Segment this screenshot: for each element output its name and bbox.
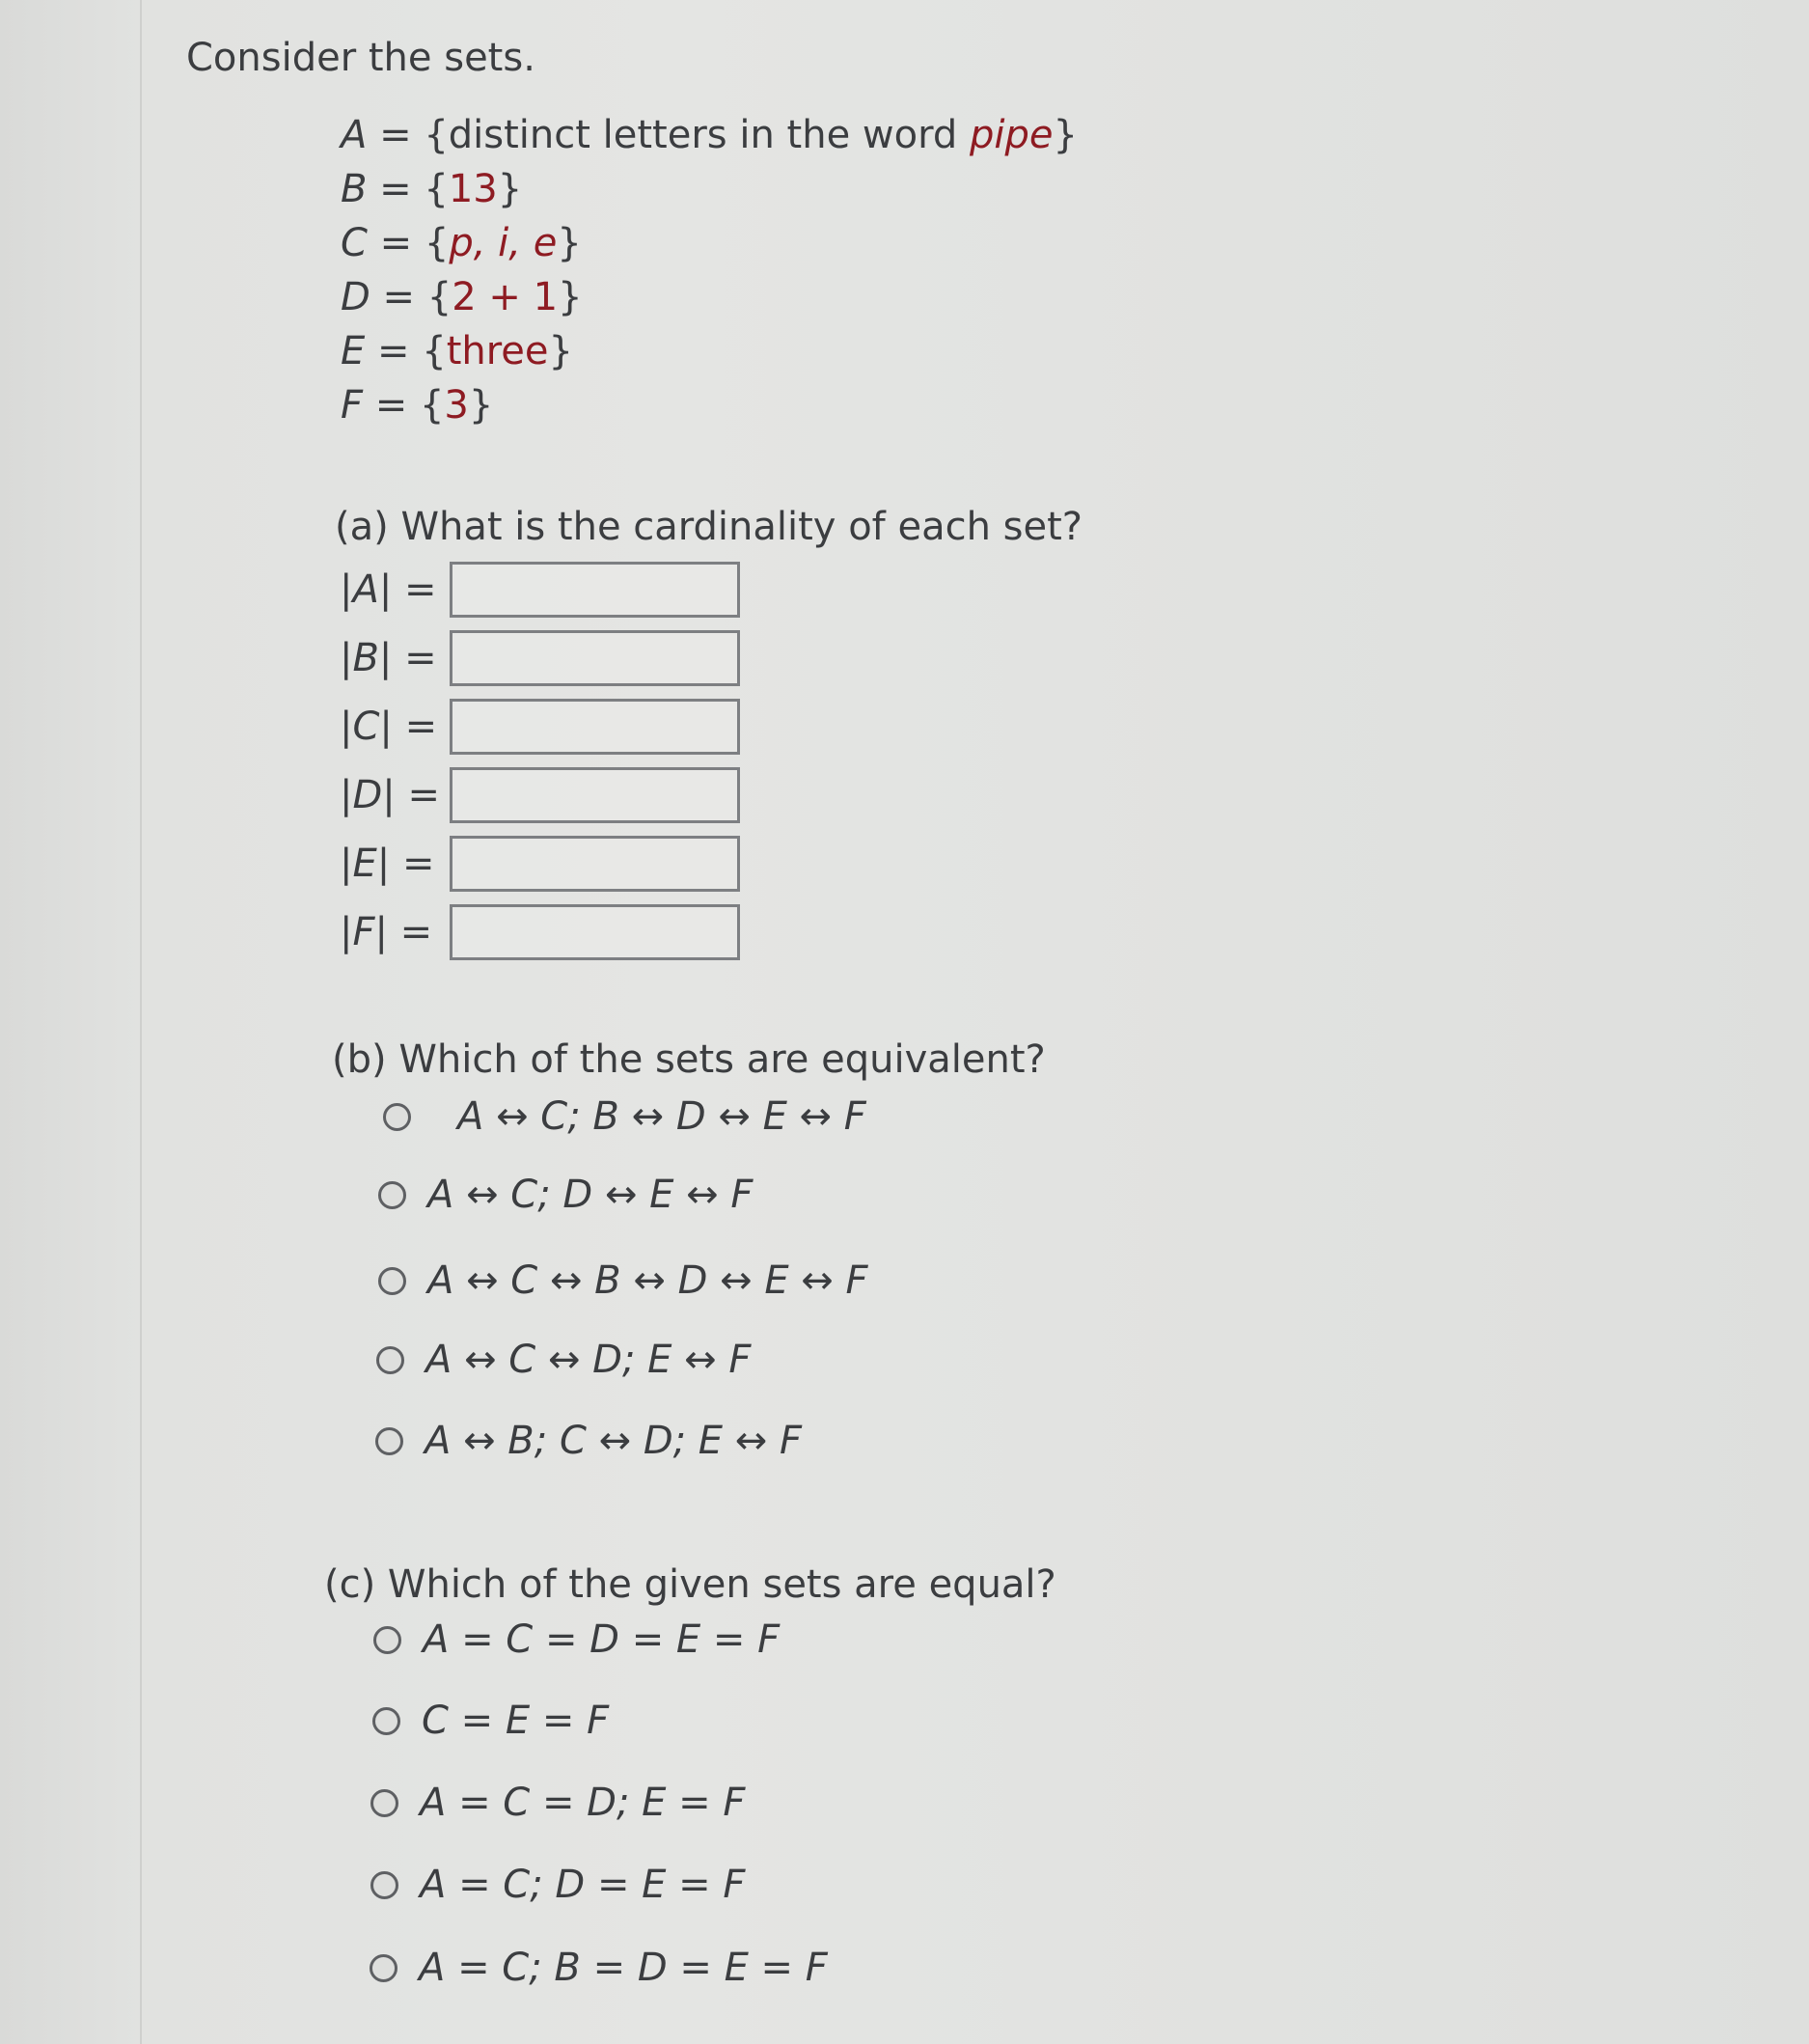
cardinality-label-e: |E| =	[340, 842, 435, 886]
radio-button[interactable]	[378, 1181, 406, 1209]
part-a-title: (a) What is the cardinality of each set?	[335, 505, 1083, 549]
equal-option-2[interactable]: C = E = F	[372, 1694, 609, 1748]
set-definition-d: D = {2 + 1}	[341, 275, 583, 319]
cardinality-row-b	[340, 626, 740, 690]
cardinality-input-c[interactable]	[450, 699, 740, 755]
cardinality-label-c: |C| =	[340, 704, 438, 749]
equivalent-option-3[interactable]: A ↔ C ↔ B ↔ D ↔ E ↔ F	[378, 1254, 868, 1308]
cardinality-label-d: |D| =	[340, 773, 440, 817]
equivalent-option-5[interactable]: A ↔ B; C ↔ D; E ↔ F	[375, 1414, 802, 1468]
radio-button[interactable]	[378, 1267, 406, 1295]
radio-button[interactable]	[370, 1954, 397, 1982]
cardinality-row-e	[340, 832, 740, 896]
equivalent-option-4[interactable]: A ↔ C ↔ D; E ↔ F	[376, 1333, 751, 1387]
equivalent-option-2[interactable]: A ↔ C; D ↔ E ↔ F	[378, 1168, 753, 1222]
radio-button[interactable]	[383, 1103, 411, 1131]
cardinality-row-f	[340, 900, 740, 964]
equal-option-4[interactable]: A = C; D = E = F	[370, 1858, 745, 1912]
cardinality-input-a[interactable]	[450, 562, 740, 618]
radio-button[interactable]	[375, 1427, 403, 1455]
set-definition-c: C = {p, i, e}	[341, 221, 582, 265]
set-definitions	[341, 108, 1078, 432]
radio-button[interactable]	[370, 1789, 398, 1817]
radio-button[interactable]	[376, 1346, 404, 1374]
radio-button[interactable]	[373, 1626, 401, 1654]
set-definition-f: F = {3}	[341, 383, 494, 428]
set-definition-e: E = {three}	[341, 329, 573, 373]
equal-option-1[interactable]: A = C = D = E = F	[373, 1613, 780, 1667]
equal-option-3[interactable]: A = C = D; E = F	[370, 1776, 745, 1830]
cardinality-label-b: |B| =	[340, 636, 437, 680]
part-b-title: (b) Which of the sets are equivalent?	[332, 1037, 1046, 1082]
cardinality-input-f[interactable]	[450, 904, 740, 960]
cardinality-row-a	[340, 558, 740, 621]
cardinality-label-a: |A| =	[340, 567, 437, 612]
cardinality-input-d[interactable]	[450, 767, 740, 823]
part-c-title: (c) Which of the given sets are equal?	[324, 1562, 1056, 1607]
question-intro: Consider the sets.	[186, 36, 535, 80]
equivalent-option-1[interactable]: A ↔ C; B ↔ D ↔ E ↔ F	[383, 1090, 866, 1144]
left-divider	[140, 0, 142, 2044]
cardinality-input-b[interactable]	[450, 630, 740, 686]
cardinality-row-d	[340, 763, 740, 827]
set-definition-a: A = {distinct letters in the word pipe}	[341, 113, 1078, 157]
radio-button[interactable]	[372, 1707, 400, 1735]
cardinality-input-e[interactable]	[450, 836, 740, 892]
set-definition-b: B = {13}	[341, 167, 523, 211]
radio-button[interactable]	[370, 1871, 398, 1899]
cardinality-label-f: |F| =	[340, 910, 433, 954]
equal-option-5[interactable]: A = C; B = D = E = F	[370, 1941, 828, 1995]
cardinality-row-c	[340, 695, 740, 759]
